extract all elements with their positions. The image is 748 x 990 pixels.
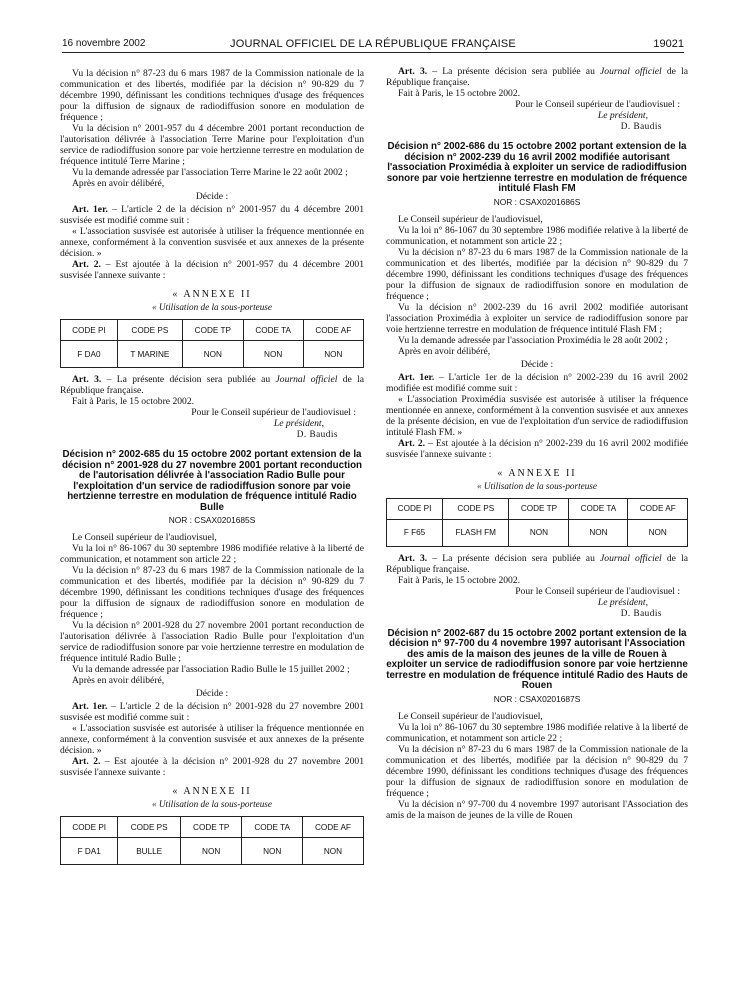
table-cell: NON	[628, 519, 688, 546]
article-3	[386, 553, 688, 575]
article-text: – La présente décision sera publiée au	[427, 552, 601, 564]
paragraph: Après en avoir délibéré,	[72, 178, 165, 189]
paragraph: Vu la demande adressée par l'association Proximédia le 28 août 2002 ;	[398, 334, 668, 346]
decision-title: Décision n° 2002-685 du 15 octobre 2002 portant extension de la décision n° 2001-928 du 27 novembre 2001 portant reconduction de l'autorisation délivrée à l'association Radio Bulle pour l'exploitation d'un service de radiodiffusion sonore par voie hertzienne terrestre en modulation de fréquence intitulé Radio Bulle	[61, 449, 363, 513]
article-label: Art. 3.	[72, 374, 102, 385]
subcarrier-table-terre-marine	[60, 319, 364, 368]
article-label: Art. 1er.	[72, 701, 108, 712]
annexe-subtitle: « Utilisation de la sous-porteuse	[477, 480, 597, 491]
article-label: Art. 2.	[398, 437, 426, 449]
annexe-heading: « ANNEXE II	[497, 467, 577, 479]
journal-name: Journal officiel	[275, 374, 338, 385]
table-header: CODE PI	[61, 817, 118, 838]
paragraph: Vu la décision n° 2001-957 du 4 décembre 2001 portant reconduction de l'autorisation délivrée à l'association Terre Marine pour l'exploitation d'un service de radiodiffusion sonore par voie hertzienne terrestre en modulation de fréquence intitulé Terre Marine ;	[60, 123, 364, 167]
annexe-heading: « ANNEXE II	[172, 786, 252, 797]
decision-title: Décision n° 2002-687 du 15 octobre 2002 portant extension de la décision n° 97-700 du 4 novembre 1997 autorisant l'Association des amis de la maison des jeunes de la ville de Rouen à exploiter un service de radiodiffusion sonore par voie hertzienne terrestre en modulation de fréquence intitulé Radio des Hauts de Rouen	[386, 627, 688, 691]
table-cell: BULLE	[118, 838, 180, 865]
article-1	[60, 204, 364, 226]
paragraph: Vu la décision n° 2001-928 du 27 novembre 2001 portant reconduction de l'autorisation délivrée à l'association Radio Bulle pour l'exploitation d'un service de radiodiffusion sonore par voie hertzienne terrestre en modulation de fréquence intitulé Radio Bulle ;	[60, 620, 364, 664]
table-cell: FLASH FM	[443, 519, 509, 546]
table-cell: NON	[243, 341, 303, 368]
article-label: Art. 3.	[398, 66, 428, 77]
paragraph: Vu la demande adressée par l'association Terre Marine le 22 août 2002 ;	[72, 167, 348, 178]
article-3	[386, 66, 688, 88]
article-2	[60, 259, 364, 281]
paragraph: Vu la loi n° 86-1067 du 30 septembre 1986 modifiée relative à la liberté de communication, et notamment son article 22 ;	[386, 721, 688, 744]
subcarrier-table-radio-bulle	[60, 816, 364, 865]
signature-name: D. Baudis	[296, 429, 338, 439]
signature-name: D. Baudis	[620, 121, 662, 131]
signature-role: Pour le Conseil supérieur de l'audiovisuel :	[515, 585, 680, 597]
article-text: – L'article 1er de la décision n° 2002-239 du 16 avril 2002 modifiée est modifié comme suit :	[386, 371, 688, 394]
table-header: CODE TP	[182, 320, 243, 341]
table-header: CODE TP	[509, 498, 569, 519]
paragraph: Après en avoir délibéré,	[398, 345, 491, 357]
article-label: Art. 1er.	[72, 204, 108, 215]
article-2	[386, 438, 688, 460]
table-header: CODE PI	[387, 498, 443, 519]
article-text: de la République française.	[386, 66, 688, 88]
header-date: 16 novembre 2002	[62, 38, 146, 49]
article-1	[60, 701, 364, 723]
paragraph: Le Conseil supérieur de l'audiovisuel,	[72, 532, 217, 543]
table-cell: NON	[509, 519, 569, 546]
journal-name: Journal officiel	[600, 66, 662, 77]
fait-a-paris: Fait à Paris, le 15 octobre 2002.	[398, 88, 521, 99]
article-quote: « L'association Proximédia susvisée est autorisée à utiliser la fréquence mentionnée en annexe, conformément à la convention susvisée et aux annexes de la présente décision, en vue de l'exploitation d'un service de radiodiffusion intitulé Flash FM. »	[386, 393, 688, 438]
table-cell: NON	[180, 838, 242, 865]
article-label: Art. 2.	[72, 259, 101, 270]
table-row	[387, 519, 688, 546]
paragraph: Le Conseil supérieur de l'audiovisuel,	[398, 213, 543, 225]
table-header: CODE TA	[569, 498, 628, 519]
paragraph: Vu la décision n° 87-23 du 6 mars 1987 de la Commission nationale de la communication et des libertés, modifiée par la décision n° 90-829 du 7 décembre 1990, définissant les conditions techniques d'usage des fréquences pour la diffusion de signaux de radiodiffusion sonore en modulation de fréquence ;	[60, 68, 364, 123]
table-header: CODE PS	[118, 817, 180, 838]
table-header: CODE AF	[302, 817, 363, 838]
table-row	[61, 838, 364, 865]
signature-role: Pour le Conseil supérieur de l'audiovisuel :	[191, 407, 356, 418]
article-text: – Est ajoutée à la décision n° 2001-928 du 27 novembre 2001 susvisée l'annexe suivante :	[60, 756, 364, 778]
table-cell: NON	[182, 341, 243, 368]
article-text: – L'article 2 de la décision n° 2001-928 du 27 novembre 2001 susvisée est modifié comme suit :	[60, 701, 364, 723]
paragraph: Vu la demande adressée par l'association Radio Bulle le 15 juillet 2002 ;	[72, 664, 350, 675]
article-text: – Est ajoutée à la décision n° 2002-239 du 16 avril 2002 modifiée susvisée l'annexe suivante :	[386, 437, 688, 460]
subcarrier-table-flash-fm	[386, 498, 688, 547]
paragraph: Vu la décision n° 2002-239 du 16 avril 2002 modifiée autorisant l'association Proximédia à exploiter un service de radiodiffusion sonore par voie hertzienne terrestre en modulation de fréquence intitulé Flash FM ;	[386, 301, 688, 335]
nor-reference: NOR : CSAX0201687S	[493, 693, 581, 704]
table-cell: F DA1	[61, 838, 118, 865]
article-text: – La présente décision sera publiée au	[427, 66, 601, 77]
table-cell: NON	[303, 341, 363, 368]
article-label: Art. 1er.	[398, 371, 435, 383]
paragraph: Vu la décision n° 87-23 du 6 mars 1987 de la Commission nationale de la communication et des libertés, modifiée par la décision n° 90-829 du 7 décembre 1990, définissant les conditions techniques d'usage des fréquences pour la diffusion de signaux de radiodiffusion sonore en modulation de fréquence ;	[386, 246, 688, 302]
table-cell: F DA0	[61, 341, 118, 368]
table-cell: F F65	[387, 519, 443, 546]
table-cell: NON	[242, 838, 303, 865]
article-text: – Est ajoutée à la décision n° 2001-957 du 4 décembre 2001 susvisée l'annexe suivante :	[60, 259, 364, 281]
article-1	[386, 372, 688, 394]
signature-president: Le président,	[597, 110, 648, 121]
left-column	[60, 68, 364, 871]
annexe-subtitle: « Utilisation de la sous-porteuse	[152, 799, 272, 809]
right-column	[386, 66, 688, 821]
table-header: CODE PS	[117, 320, 182, 341]
table-header: CODE TA	[243, 320, 303, 341]
signature-president: Le président,	[597, 596, 648, 608]
table-header: CODE TP	[180, 817, 242, 838]
signature-role: Pour le Conseil supérieur de l'audiovisuel :	[515, 99, 680, 110]
article-text: de la République française.	[60, 374, 365, 396]
article-2	[60, 756, 364, 778]
decide-heading: Décide :	[520, 358, 554, 370]
table-row	[61, 341, 364, 368]
fait-a-paris: Fait à Paris, le 15 octobre 2002.	[398, 574, 521, 586]
article-text: – L'article 2 de la décision n° 2001-957 du 4 décembre 2001 susvisée est modifié comme suit :	[60, 204, 364, 226]
article-text: de la République française.	[386, 552, 688, 575]
header-page-number: 19021	[653, 38, 684, 50]
annexe-heading: « ANNEXE II	[172, 289, 252, 300]
paragraph: Vu la loi n° 86-1067 du 30 septembre 1986 modifiée relative à la liberté de communication, et notamment son article 22 ;	[386, 224, 688, 247]
paragraph: Vu la loi n° 86-1067 du 30 septembre 1986 modifiée relative à la liberté de communication, et notamment son article 22 ;	[60, 543, 364, 565]
table-header: CODE AF	[303, 320, 363, 341]
table-cell: NON	[302, 838, 363, 865]
journal-name: Journal officiel	[600, 552, 662, 564]
header-journal-title: JOURNAL OFFICIEL DE LA RÉPUBLIQUE FRANÇAISE	[230, 38, 516, 50]
decide-heading: Décide :	[195, 191, 229, 202]
page-header	[62, 38, 684, 53]
article-text: – La présente décision sera publiée au	[101, 374, 276, 385]
article-3	[60, 374, 364, 396]
paragraph: Après en avoir délibéré,	[72, 675, 165, 686]
signature-president: Le président,	[273, 418, 324, 429]
paragraph: Vu la décision n° 87-23 du 6 mars 1987 de la Commission nationale de la communication et des libertés, modifiée par la décision n° 90-829 du 7 décembre 1990, définissant les conditions techniques d'usage des fréquences pour la diffusion de signaux de radiodiffusion sonore en modulation de fréquence ;	[386, 743, 688, 799]
signature-name: D. Baudis	[620, 607, 662, 618]
article-label: Art. 2.	[72, 756, 101, 767]
paragraph: Vu la décision n° 87-23 du 6 mars 1987 de la Commission nationale de la communication et des libertés, modifiée par la décision n° 90-829 du 7 décembre 1990, définissant les conditions techniques d'usage des fréquences pour la diffusion de signaux de radiodiffusion sonore en modulation de fréquence ;	[60, 565, 364, 620]
nor-reference: NOR : CSAX0201686S	[493, 196, 581, 207]
paragraph: Vu la décision n° 97-700 du 4 novembre 1997 autorisant l'Association des amis de la maison de jeunes de la ville de Rouen	[386, 798, 688, 821]
paragraph: Le Conseil supérieur de l'audiovisuel,	[398, 710, 543, 722]
decision-title: Décision n° 2002-686 du 15 octobre 2002 portant extension de la décision n° 2002-239 du 16 avril 2002 modifiée autorisant l'association Proximédia à exploiter un service de radiodiffusion sonore par voie hertzienne terrestre en modulation de fréquence intitulé Flash FM	[386, 141, 688, 194]
article-quote: « L'association susvisée est autorisée à utiliser la fréquence mentionnée en annexe, conformément à la convention susvisée et aux annexes de la présente décision. »	[60, 723, 364, 756]
table-header: CODE AF	[628, 498, 688, 519]
decide-heading: Décide :	[195, 688, 229, 699]
table-cell: NON	[569, 519, 628, 546]
nor-reference: NOR : CSAX0201685S	[168, 515, 256, 525]
annexe-subtitle: « Utilisation de la sous-porteuse	[152, 302, 272, 312]
table-cell: T MARINE	[117, 341, 182, 368]
article-quote: « L'association susvisée est autorisée à utiliser la fréquence mentionnée en annexe, conformément à la convention susvisée et aux annexes de la présente décision. »	[60, 226, 364, 259]
table-header: CODE PI	[61, 320, 118, 341]
fait-a-paris: Fait à Paris, le 15 octobre 2002.	[72, 396, 195, 407]
table-header: CODE TA	[242, 817, 303, 838]
article-label: Art. 3.	[398, 552, 428, 564]
table-header: CODE PS	[443, 498, 509, 519]
